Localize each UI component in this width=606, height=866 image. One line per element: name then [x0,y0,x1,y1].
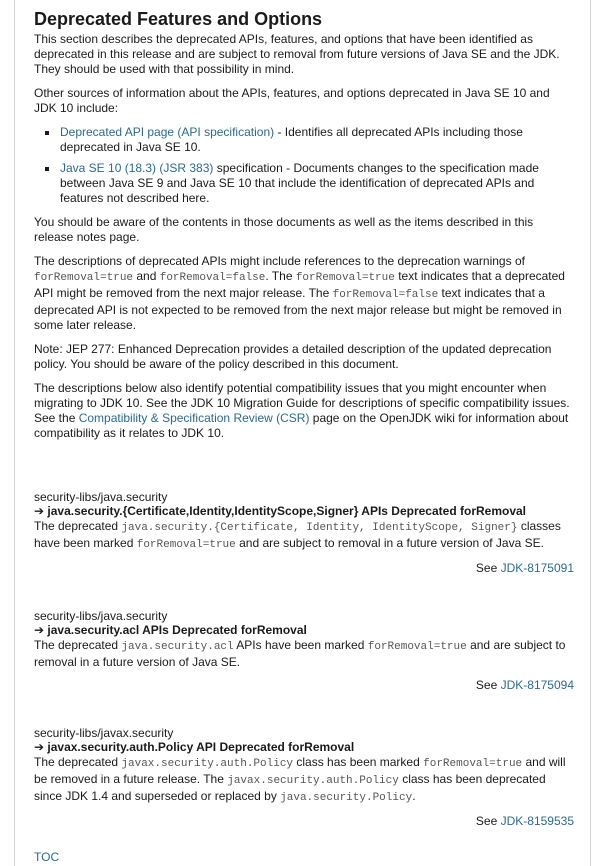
item-description: The deprecated java.security.acl APIs have been marked forRemoval=true and are subject to removal in a future version of Java SE. [34,638,566,669]
bug-link[interactable]: JDK-8159535 [500,814,574,828]
arrow-right-icon: ➔ [34,504,45,518]
bug-link[interactable]: JDK-8175091 [500,561,574,575]
item-title: ➔ java.security.acl APIs Deprecated forRemoval [34,623,307,637]
deprecated-api-link[interactable]: Deprecated API page (API specification) [60,125,275,139]
note-paragraph: Note: JEP 277: Enhanced Deprecation provides a detailed description of the updated deprecation policy. You should be aware of the policy described in this document. [34,342,552,371]
intro-paragraph: This section describes the deprecated APIs, features, and options that have been identified as deprecated in this release and are subject to removal from future versions of Java SE and the JDK. They should be used with that possibility in mind. [34,32,560,76]
item-description: The deprecated javax.security.auth.Policy class has been marked forRemoval=true and will be removed in a future release. The javax.security.auth.Policy class has been deprecated since JDK 1.4 and superseded or replaced by java.security.Policy. [34,755,566,804]
list-item: Deprecated API page (API specification) - Identifies all deprecated APIs including those deprecated in Java SE 10. [60,125,574,155]
java-se-spec-link[interactable]: Java SE 10 (18.3) (JSR 383) [60,161,214,175]
toc-link[interactable]: TOC [34,850,60,864]
see-bug: See JDK-8159535 [475,814,574,828]
compat-paragraph: The descriptions below also identify potential compatibility issues that you might encounter when migrating to JDK 10. See the JDK 10 Migration Guide for descriptions of specific compatibility issues. See the Compatibility & Specification Review (CSR) page on the OpenJDK wiki for information about compatibility as it relates to JDK 10. [34,381,570,440]
other-sources-paragraph: Other sources of information about the APIs, features, and options deprecated in Java SE 10 and JDK 10 include: [34,86,550,115]
arrow-right-icon: ➔ [34,740,45,754]
section-heading: Deprecated Features and Options [34,9,323,29]
list-item: Java SE 10 (18.3) (JSR 383) specification - Documents changes to the specification made between Java SE 9 and Java SE 10 that include the identification of deprecated APIs and features not described here. [60,161,574,206]
release-notes-section [34,8,574,829]
component-label: security-libs/javax.security [34,726,174,740]
component-label: security-libs/java.security [34,490,168,504]
bug-link[interactable]: JDK-8175094 [500,678,574,692]
deprecation-item [34,490,574,576]
component-label: security-libs/java.security [34,609,168,623]
sources-list [34,125,574,206]
see-bug: See JDK-8175094 [475,678,574,692]
deprecation-item [34,726,574,829]
item-title: ➔ java.security.{Certificate,Identity,IdentityScope,Signer} APIs Deprecated forRemoval [34,504,527,518]
arrow-right-icon: ➔ [34,623,45,637]
item-title: ➔ javax.security.auth.Policy API Deprecated forRemoval [34,740,355,754]
aware-paragraph: You should be aware of the contents in those documents as well as the items described in this release notes page. [34,215,534,244]
csr-link[interactable]: Compatibility & Specification Review (CSR) [78,411,310,425]
forremoval-paragraph: The descriptions of deprecated APIs might include references to the deprecation warnings of forRemoval=true and forRemoval=false. The forRemoval=true text indicates that a deprecated API might be removed from the next major release. The forRemoval=false text indicates that a deprecated API is not expected to be removed from the next major release but might be removed in some later release. [34,254,565,332]
see-bug: See JDK-8175091 [475,561,574,575]
item-description: The deprecated java.security.{Certificate, Identity, IdentityScope, Signer} classes have been marked forRemoval=true and are subject to removal in a future version of Java SE. [34,519,561,551]
deprecation-item [34,609,574,693]
